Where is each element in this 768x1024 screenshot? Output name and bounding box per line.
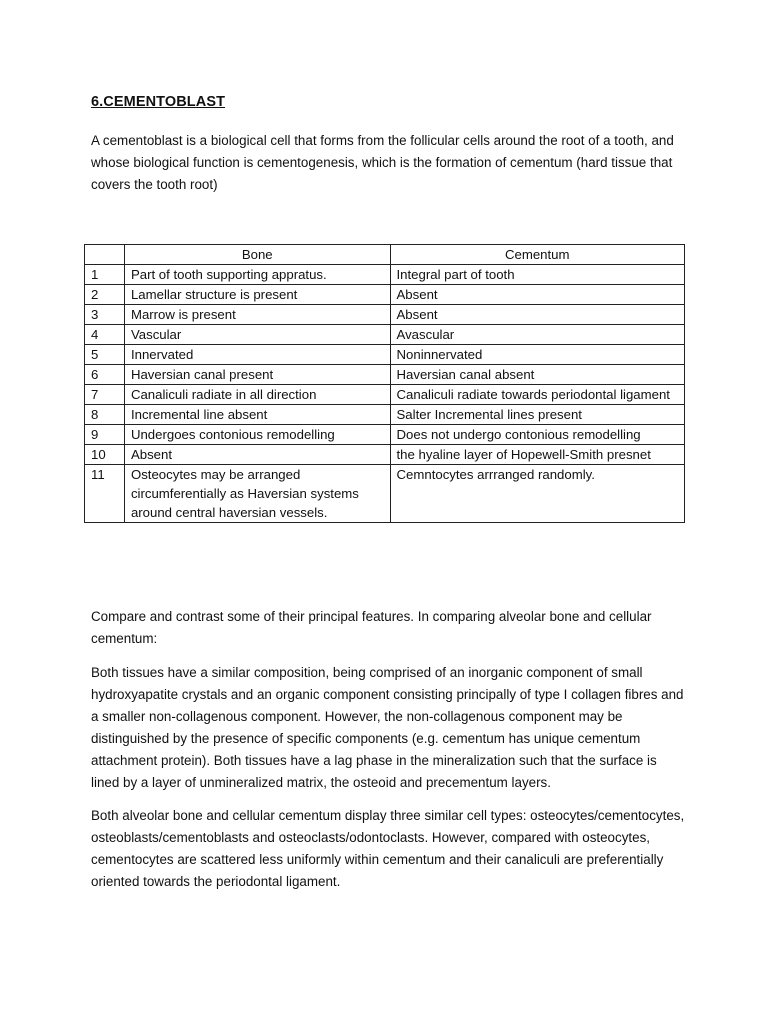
comparison-table [84, 244, 685, 523]
row-number: 2 [85, 285, 125, 305]
bone-cell: Innervated [124, 345, 390, 365]
bone-cell: Lamellar structure is present [124, 285, 390, 305]
cementum-cell: Cemntocytes arrranged randomly. [390, 465, 684, 523]
cementum-cell: Haversian canal absent [390, 365, 684, 385]
table-row [85, 405, 685, 425]
table-row [85, 285, 685, 305]
table-row [85, 365, 685, 385]
table-row [85, 345, 685, 365]
bone-cell: Part of tooth supporting appratus. [124, 265, 390, 285]
table-row [85, 305, 685, 325]
table-row [85, 425, 685, 445]
body-paragraph: Compare and contrast some of their principal features. In comparing alveolar bone and cellular cementum: [91, 609, 652, 646]
bone-cell: Haversian canal present [124, 365, 390, 385]
section-heading: 6.CEMENTOBLAST [91, 94, 226, 110]
table-row [85, 465, 685, 523]
row-number: 5 [85, 345, 125, 365]
table-row [85, 445, 685, 465]
header-bone-cell: Bone [124, 245, 390, 265]
row-number: 11 [85, 465, 125, 523]
cementum-cell: Avascular [390, 325, 684, 345]
row-number: 8 [85, 405, 125, 425]
header-number-cell [85, 245, 125, 265]
bone-cell: Undergoes contonious remodelling [124, 425, 390, 445]
cementum-cell: Absent [390, 305, 684, 325]
bone-cell: Canaliculi radiate in all direction [124, 385, 390, 405]
intro-paragraph: A cementoblast is a biological cell that forms from the follicular cells around the root of a tooth, and whose biological function is cementogenesis, which is the formation of cementum (hard tissue that covers the tooth root) [91, 133, 674, 192]
bone-cell: Marrow is present [124, 305, 390, 325]
row-number: 3 [85, 305, 125, 325]
bone-cell: Vascular [124, 325, 390, 345]
cementum-cell: Integral part of tooth [390, 265, 684, 285]
bone-cell: Absent [124, 445, 390, 465]
bone-cell: Osteocytes may be arranged circumferentially as Haversian systems around central haversian vessels. [124, 465, 390, 523]
body-paragraph: Both tissues have a similar composition, being comprised of an inorganic component of small hydroxyapatite crystals and an organic component consisting principally of type I collagen fibres and a smaller non-collagenous component. However, the non-collagenous component may be distinguished by the presence of specific components (e.g. cementum has unique cementum attachment protein). Both tissues have a lag phase in the mineralization such that the surface is lined by a layer of unmineralized matrix, the osteoid and precementum layers. [91, 665, 684, 790]
table-row [85, 385, 685, 405]
cementum-cell: Does not undergo contonious remodelling [390, 425, 684, 445]
row-number: 7 [85, 385, 125, 405]
table-row [85, 265, 685, 285]
body-paragraph: Both alveolar bone and cellular cementum display three similar cell types: osteocytes/cementocytes, osteoblasts/cementoblasts and osteoclasts/odontoclasts. However, compared with osteocytes, cementocytes are scattered less uniformly within cementum and their canaliculi are preferentially oriented towards the periodontal ligament. [91, 808, 685, 889]
table-header-row [85, 245, 685, 265]
cementum-cell: Noninnervated [390, 345, 684, 365]
row-number: 9 [85, 425, 125, 445]
row-number: 1 [85, 265, 125, 285]
cementum-cell: Canaliculi radiate towards periodontal ligament [390, 385, 684, 405]
header-cementum-cell: Cementum [390, 245, 684, 265]
row-number: 6 [85, 365, 125, 385]
row-number: 10 [85, 445, 125, 465]
cementum-cell: Absent [390, 285, 684, 305]
bone-cell: Incremental line absent [124, 405, 390, 425]
cementum-cell: Salter Incremental lines present [390, 405, 684, 425]
table-row [85, 325, 685, 345]
row-number: 4 [85, 325, 125, 345]
cementum-cell: the hyaline layer of Hopewell-Smith presnet [390, 445, 684, 465]
